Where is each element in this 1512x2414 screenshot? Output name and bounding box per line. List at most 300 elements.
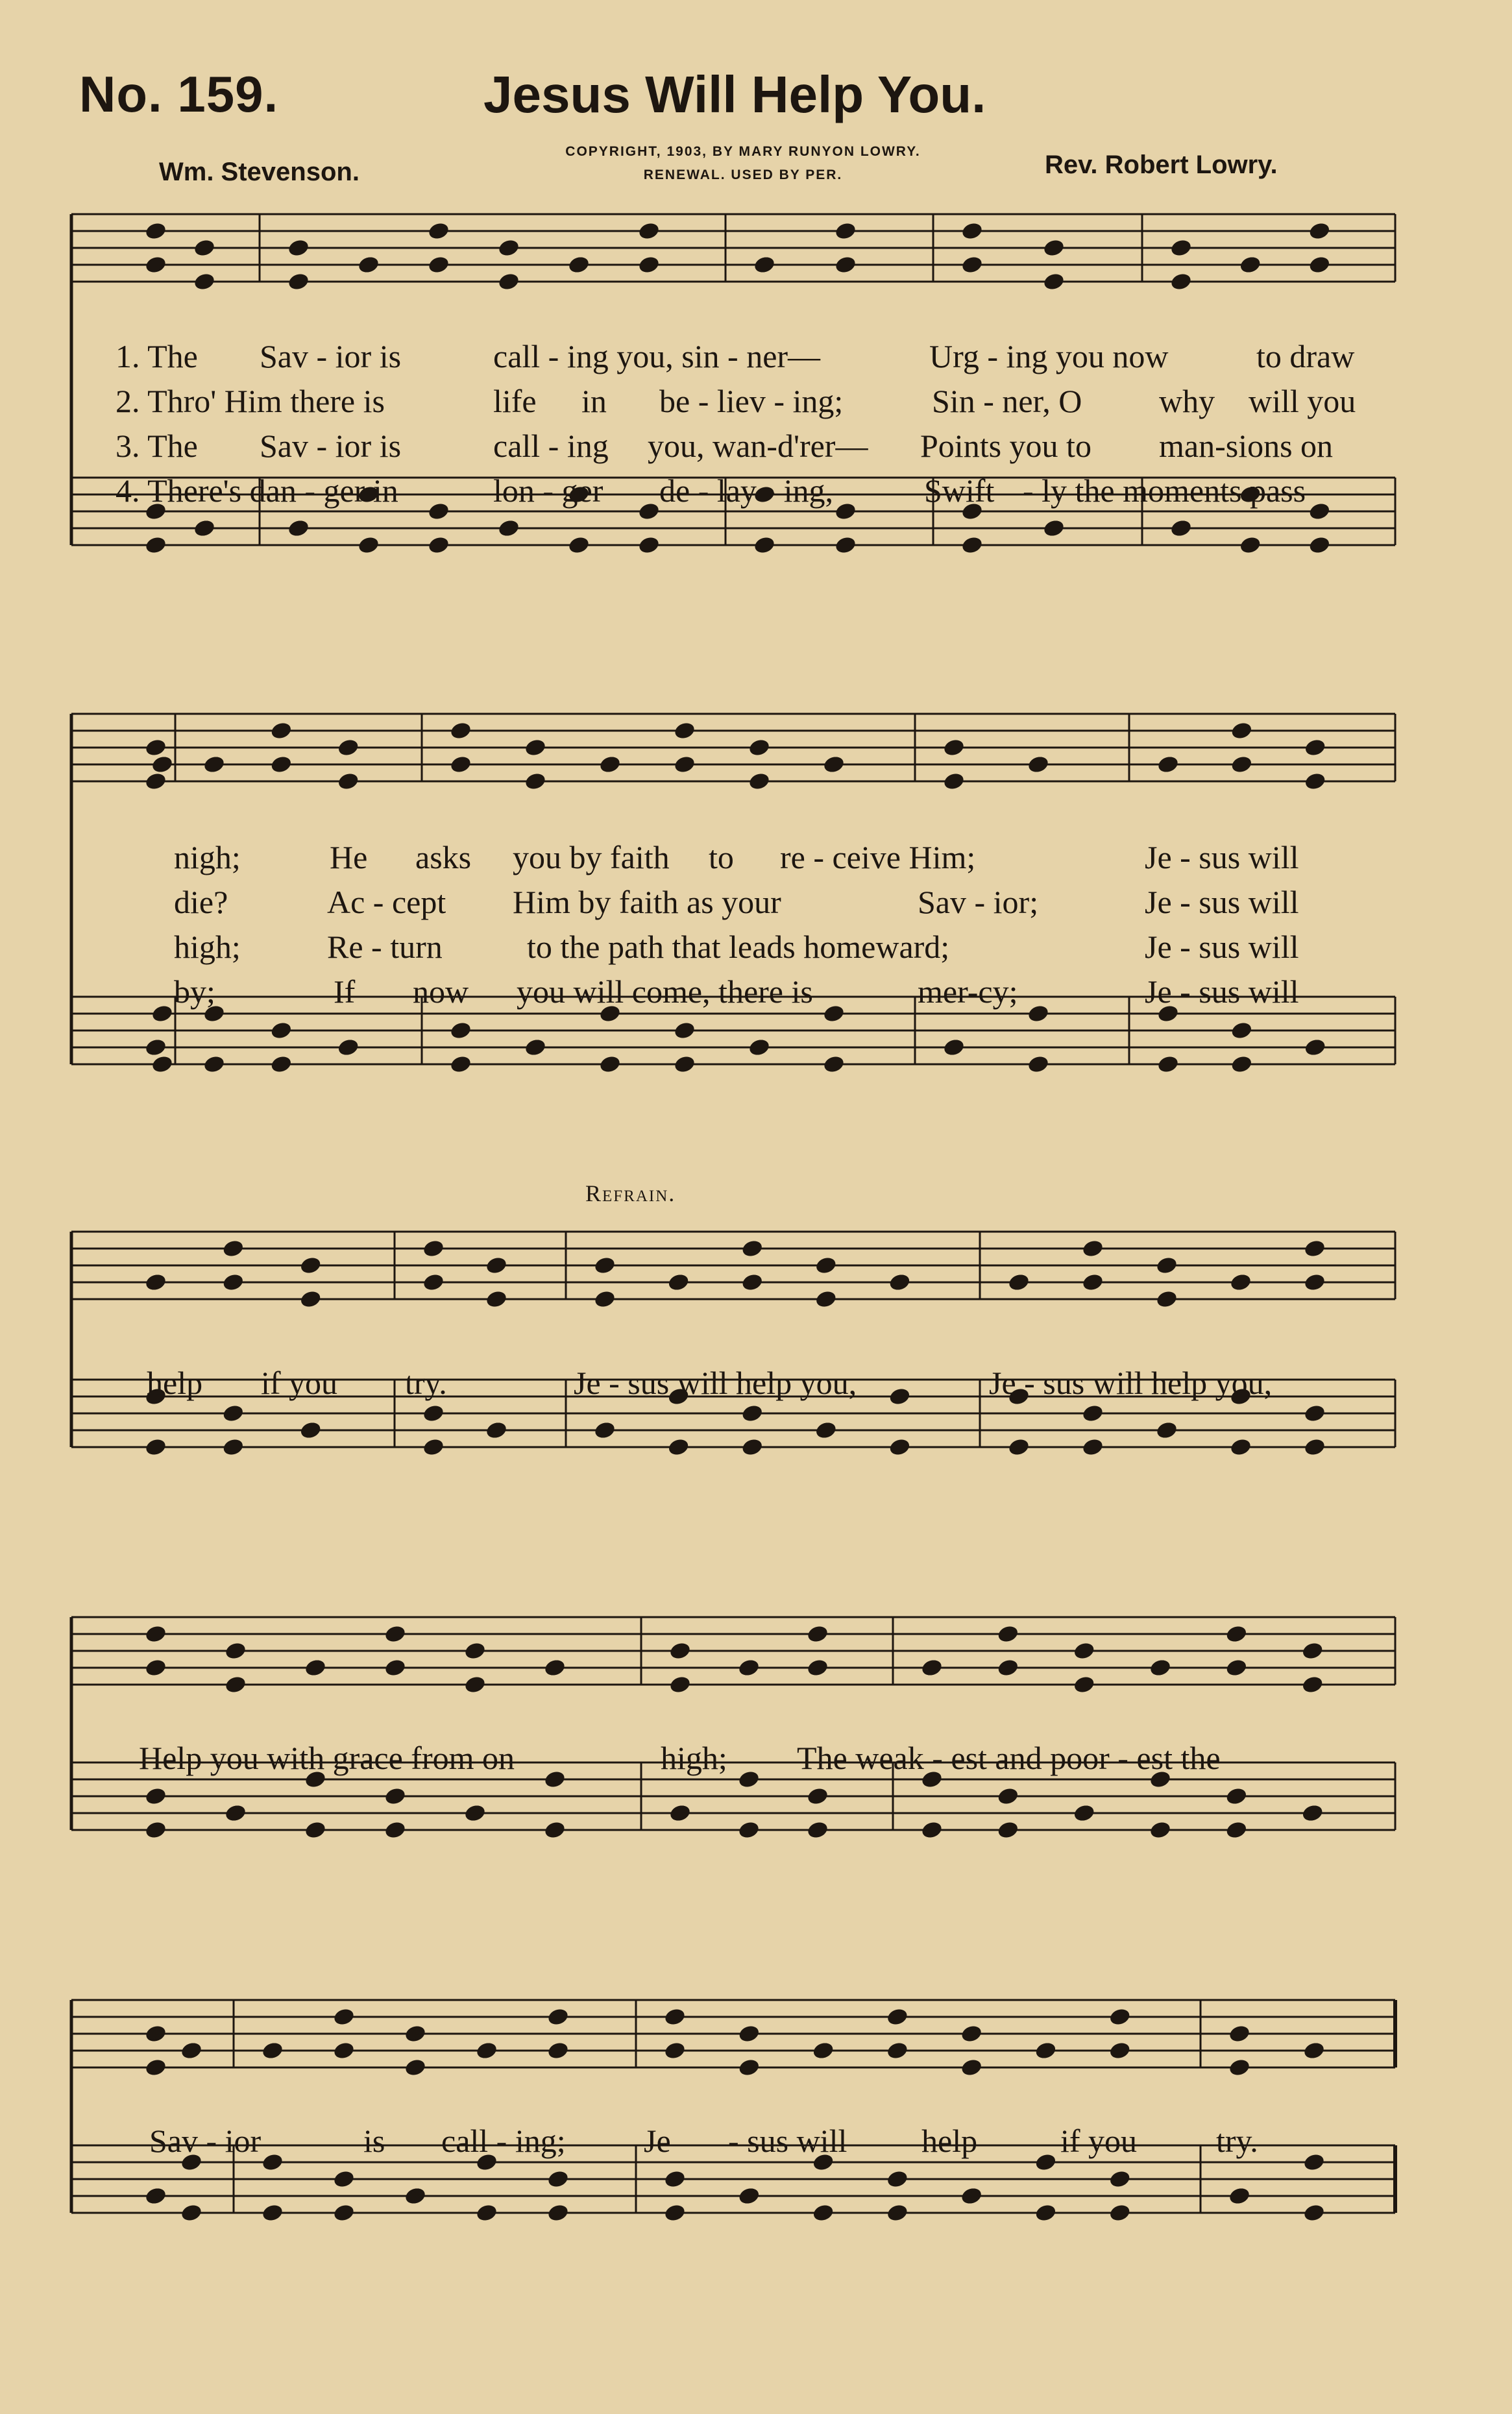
notehead <box>543 1820 567 1840</box>
lyric-segment: Je <box>644 2123 671 2159</box>
notehead <box>1302 2041 1326 2061</box>
notehead <box>422 1239 445 1259</box>
notehead <box>567 255 591 275</box>
lyric-segment: now <box>413 973 469 1010</box>
notehead <box>546 2041 570 2061</box>
notehead <box>737 2024 761 2044</box>
notehead <box>485 1256 508 1276</box>
lyric-segment: Je - sus will help you, <box>574 1365 857 1401</box>
notehead <box>427 502 450 522</box>
notehead <box>1034 2041 1058 2061</box>
notehead <box>593 1420 616 1441</box>
notehead <box>668 1675 692 1695</box>
notehead <box>422 1273 445 1293</box>
lyric-segment: He <box>330 839 368 875</box>
notehead <box>543 1658 567 1678</box>
notehead <box>1228 2058 1251 2078</box>
notehead <box>886 2041 909 2061</box>
lyric-segment: will you <box>1249 383 1356 419</box>
notehead <box>449 1055 472 1075</box>
notehead <box>180 2041 203 2061</box>
notehead <box>1230 1055 1253 1075</box>
notehead <box>221 1404 245 1424</box>
notehead <box>144 1624 167 1644</box>
lyric-segment: asks <box>415 839 472 875</box>
notehead <box>193 272 216 292</box>
notehead <box>427 255 450 275</box>
notehead <box>1228 2024 1251 2044</box>
notehead <box>144 1820 167 1840</box>
notehead <box>740 1239 764 1259</box>
notehead <box>449 721 472 741</box>
notehead <box>814 1256 838 1276</box>
notehead <box>1304 772 1327 792</box>
notehead <box>1027 1004 1050 1024</box>
notehead <box>960 2186 983 2206</box>
notehead <box>1303 1404 1326 1424</box>
notehead <box>740 1273 764 1293</box>
lyric-segment: if you <box>1060 2123 1138 2159</box>
lyric-segment: Je - sus will <box>1145 929 1299 965</box>
notehead <box>737 2186 761 2206</box>
notehead <box>144 2058 167 2078</box>
notehead <box>224 1803 247 1823</box>
notehead <box>996 1820 1019 1840</box>
notehead <box>524 1038 547 1058</box>
notehead <box>1027 1055 1050 1075</box>
notehead <box>822 755 846 775</box>
notehead <box>1108 2169 1132 2189</box>
notehead <box>287 272 310 292</box>
lyric-segment: de - lay - ing, <box>659 472 833 509</box>
notehead <box>524 772 547 792</box>
lyric-segment: 1. The <box>116 338 198 374</box>
lyric-segment: nigh; <box>174 839 241 875</box>
notehead <box>299 1420 323 1441</box>
notehead <box>546 2203 570 2223</box>
notehead <box>304 1820 327 1840</box>
notehead <box>1108 2041 1132 2061</box>
notehead <box>1301 1641 1324 1661</box>
notehead <box>806 1624 829 1644</box>
notehead <box>1042 518 1066 539</box>
notehead <box>224 1641 247 1661</box>
notehead <box>1308 255 1331 275</box>
notehead <box>1155 1420 1178 1441</box>
notehead <box>221 1239 245 1259</box>
lyric-segment: 4. There's dan - ger in <box>116 472 398 509</box>
copyright-line-1: COPYRIGHT, 1903, BY MARY RUNYON LOWRY. <box>565 144 921 159</box>
notehead <box>144 221 167 241</box>
noteheads <box>144 221 1334 2223</box>
notehead <box>737 1658 761 1678</box>
notehead <box>151 1055 174 1075</box>
notehead <box>1303 1437 1326 1457</box>
notehead <box>1034 2152 1058 2173</box>
lyric-segment: you, wan-d'rer— <box>648 428 868 464</box>
notehead <box>1229 1273 1252 1293</box>
notehead <box>1304 1038 1327 1058</box>
notehead <box>1081 1437 1104 1457</box>
notehead <box>673 721 696 741</box>
notehead <box>668 1803 692 1823</box>
notehead <box>1308 502 1331 522</box>
lyric-segment: mer-cy; <box>918 973 1018 1010</box>
notehead <box>1108 2007 1132 2027</box>
lyric-segment: Him by faith as your <box>513 884 781 920</box>
notehead <box>834 221 857 241</box>
notehead <box>261 2041 284 2061</box>
notehead <box>337 772 360 792</box>
lyric-segment: re - ceive Him; <box>780 839 976 875</box>
notehead <box>546 2007 570 2027</box>
notehead <box>1225 1820 1248 1840</box>
notehead <box>960 2058 983 2078</box>
lyric-segment: Sin - ner, O <box>932 383 1082 419</box>
notehead <box>1302 2203 1326 2223</box>
notehead <box>144 2186 167 2206</box>
notehead <box>637 535 661 555</box>
lyric-segment: die? <box>174 884 228 920</box>
lyric-segment: lon - ger <box>493 472 604 509</box>
notehead <box>673 1055 696 1075</box>
lyric-segment: - sus will <box>728 2123 847 2159</box>
lyric-segment: high; <box>174 929 241 965</box>
notehead <box>1156 755 1180 775</box>
notehead <box>598 755 622 775</box>
notehead <box>497 272 520 292</box>
lyric-segment: Urg - ing you now <box>929 338 1169 374</box>
notehead <box>144 2024 167 2044</box>
notehead <box>673 755 696 775</box>
lyric-segment: you will come, there is <box>517 973 813 1010</box>
notehead <box>261 2152 284 2173</box>
notehead <box>332 2041 356 2061</box>
lyric-segment: 3. The <box>116 428 198 464</box>
lyric-segment: in <box>581 383 607 419</box>
composer: Rev. Robert Lowry. <box>1045 151 1278 179</box>
lyric-segment: Je - sus will <box>1145 884 1299 920</box>
notehead <box>667 1437 690 1457</box>
lyric-segment: call - ing; <box>441 2123 566 2159</box>
notehead <box>332 2007 356 2027</box>
notehead <box>822 1004 846 1024</box>
notehead <box>427 535 450 555</box>
notehead <box>834 255 857 275</box>
lyric-segment: Swift <box>924 472 995 509</box>
notehead <box>404 2186 427 2206</box>
notehead <box>144 772 167 792</box>
notehead <box>1225 1658 1248 1678</box>
lyric-segment: man-sions on <box>1159 428 1334 464</box>
notehead <box>463 1803 487 1823</box>
hymn-title: Jesus Will Help You. <box>483 66 986 123</box>
lyric-segment: life <box>493 383 537 419</box>
notehead <box>269 1021 293 1041</box>
notehead <box>822 1055 846 1075</box>
notehead <box>144 255 167 275</box>
lyric-segment: you by faith <box>513 839 670 875</box>
notehead <box>888 1387 912 1407</box>
notehead <box>567 535 591 555</box>
notehead <box>1034 2203 1058 2223</box>
lyric-segment: Sav - ior <box>149 2123 262 2159</box>
notehead <box>1230 1021 1253 1041</box>
notehead <box>1225 1624 1248 1644</box>
notehead <box>1303 1239 1326 1259</box>
notehead <box>1081 1273 1104 1293</box>
notehead <box>384 1658 407 1678</box>
notehead <box>806 1820 829 1840</box>
notehead <box>753 255 776 275</box>
notehead <box>667 1273 690 1293</box>
lyric-segment: Sav - ior; <box>918 884 1039 920</box>
notehead <box>1230 721 1253 741</box>
notehead <box>886 2169 909 2189</box>
notehead <box>384 1820 407 1840</box>
notehead <box>485 1289 508 1310</box>
notehead <box>1228 2186 1251 2206</box>
notehead <box>404 2024 427 2044</box>
notehead <box>1042 272 1066 292</box>
notehead <box>812 2041 835 2061</box>
notehead <box>475 2041 498 2061</box>
notehead <box>663 2169 687 2189</box>
notehead <box>1073 1675 1096 1695</box>
notehead <box>737 1770 761 1790</box>
lyric-segment: to the path that leads homeward; <box>527 929 950 965</box>
notehead <box>193 518 216 539</box>
notehead <box>960 535 984 555</box>
notehead <box>1230 755 1253 775</box>
notehead <box>144 1437 167 1457</box>
hymn-number: No. 159. <box>79 66 279 123</box>
notehead <box>422 1437 445 1457</box>
notehead <box>663 2041 687 2061</box>
notehead <box>1073 1641 1096 1661</box>
notehead <box>1239 255 1262 275</box>
notehead <box>753 535 776 555</box>
lyric-segment: Help you with grace from on <box>139 1740 515 1776</box>
notehead <box>593 1289 616 1310</box>
lyric-segment: Sav - ior is <box>260 338 402 374</box>
notehead <box>357 255 380 275</box>
notehead <box>221 1437 245 1457</box>
notehead <box>1169 518 1193 539</box>
notehead <box>287 518 310 539</box>
notehead <box>834 502 857 522</box>
notehead <box>332 2169 356 2189</box>
notehead <box>1073 1803 1096 1823</box>
notehead <box>598 1055 622 1075</box>
lyric-segment: 2. Thro' Him there is <box>116 383 385 419</box>
lyric-segment: help <box>921 2123 978 2159</box>
notehead <box>422 1404 445 1424</box>
notehead <box>144 1658 167 1678</box>
notehead <box>668 1641 692 1661</box>
notehead <box>888 1273 912 1293</box>
lyric-segment: call - ing <box>493 428 609 464</box>
notehead <box>269 1055 293 1075</box>
notehead <box>427 221 450 241</box>
notehead <box>748 1038 771 1058</box>
notehead <box>1304 738 1327 758</box>
notehead <box>812 2203 835 2223</box>
notehead <box>304 1658 327 1678</box>
lyric-segment: try. <box>405 1365 447 1401</box>
notehead <box>1042 238 1066 258</box>
lyric-segment: Points you to <box>920 428 1091 464</box>
notehead <box>497 518 520 539</box>
notehead <box>299 1289 323 1310</box>
notehead <box>1239 535 1262 555</box>
lyric-segment: Re - turn <box>327 929 443 965</box>
notehead <box>1225 1786 1248 1807</box>
notehead <box>806 1658 829 1678</box>
lyric-segment: Sav - ior is <box>260 428 402 464</box>
notehead <box>663 2203 687 2223</box>
notehead <box>224 1675 247 1695</box>
copyright-line-2: RENEWAL. USED BY PER. <box>643 167 843 182</box>
notehead <box>1081 1239 1104 1259</box>
lyric-segment: - ly the moments pass <box>1023 472 1306 509</box>
notehead <box>663 2007 687 2027</box>
notehead <box>332 2203 356 2223</box>
notehead <box>202 1055 226 1075</box>
notehead <box>221 1273 245 1293</box>
lyric-segment: by; <box>174 973 215 1010</box>
notehead <box>337 738 360 758</box>
notehead <box>180 2203 203 2223</box>
notehead <box>1149 1658 1172 1678</box>
notehead <box>1308 535 1331 555</box>
notehead <box>384 1786 407 1807</box>
notehead <box>748 738 771 758</box>
notehead <box>384 1624 407 1644</box>
staff-lines <box>71 214 1395 2213</box>
notehead <box>337 1038 360 1058</box>
lyric-segment: to <box>709 839 734 875</box>
notehead <box>144 1038 167 1058</box>
notehead <box>814 1289 838 1310</box>
notehead <box>404 2058 427 2078</box>
notehead <box>942 772 966 792</box>
lyric-segment: high; <box>661 1740 727 1776</box>
notehead <box>144 1786 167 1807</box>
lyric-segment: call - ing you, sin - ner— <box>493 338 821 374</box>
notehead <box>960 221 984 241</box>
notehead <box>543 1770 567 1790</box>
notehead <box>886 2203 909 2223</box>
notehead <box>144 535 167 555</box>
notehead <box>996 1786 1019 1807</box>
notehead <box>1155 1256 1178 1276</box>
notehead <box>269 755 293 775</box>
notehead <box>942 1038 966 1058</box>
lyric-segment: Je - sus will <box>1145 839 1299 875</box>
notehead <box>920 1820 944 1840</box>
notehead <box>357 535 380 555</box>
notehead <box>888 1437 912 1457</box>
lyric-segment: Je - sus will help you, <box>989 1365 1273 1401</box>
lyric-segment: try. <box>1216 2123 1258 2159</box>
notehead <box>1007 1273 1030 1293</box>
notehead <box>740 1437 764 1457</box>
notehead <box>1156 1055 1180 1075</box>
notehead <box>737 1820 761 1840</box>
notehead <box>593 1256 616 1276</box>
refrain-label: Refrain. <box>585 1180 676 1206</box>
notehead <box>740 1404 764 1424</box>
notehead <box>449 755 472 775</box>
notehead <box>737 2058 761 2078</box>
notehead <box>1308 221 1331 241</box>
notehead <box>269 721 293 741</box>
notehead <box>637 255 661 275</box>
notehead <box>637 221 661 241</box>
notehead <box>960 255 984 275</box>
lyric-segment: The weak - est and poor - est the <box>797 1740 1221 1776</box>
notehead <box>1027 755 1050 775</box>
notehead <box>151 755 174 775</box>
notehead <box>1108 2203 1132 2223</box>
lyric-segment: help <box>147 1365 203 1401</box>
notehead <box>144 1273 167 1293</box>
notehead <box>1301 1803 1324 1823</box>
notehead <box>1081 1404 1104 1424</box>
notehead <box>814 1420 838 1441</box>
notehead <box>261 2203 284 2223</box>
notehead <box>485 1420 508 1441</box>
notehead <box>144 738 167 758</box>
notehead <box>942 738 966 758</box>
notehead <box>1169 238 1193 258</box>
notehead <box>1301 1675 1324 1695</box>
notehead <box>1155 1289 1178 1310</box>
notehead <box>463 1641 487 1661</box>
notehead <box>463 1675 487 1695</box>
lyric-segment: to draw <box>1256 338 1355 374</box>
notehead <box>806 1786 829 1807</box>
notehead <box>1302 2152 1326 2173</box>
notehead <box>1303 1273 1326 1293</box>
lyric-segment: Je - sus will <box>1145 973 1299 1010</box>
notehead <box>886 2007 909 2027</box>
lyric-segment: is <box>363 2123 385 2159</box>
notehead <box>299 1256 323 1276</box>
notehead <box>920 1658 944 1678</box>
notehead <box>151 1004 174 1024</box>
notehead <box>1169 272 1193 292</box>
notehead <box>748 772 771 792</box>
lyric-segment: Ac - cept <box>327 884 446 920</box>
notehead <box>546 2169 570 2189</box>
notehead <box>834 535 857 555</box>
notehead <box>996 1658 1019 1678</box>
notehead <box>449 1021 472 1041</box>
notehead <box>202 755 226 775</box>
lyric-segment: If <box>334 973 356 1010</box>
notehead <box>996 1624 1019 1644</box>
notehead <box>475 2203 498 2223</box>
notehead <box>287 238 310 258</box>
notehead <box>1007 1437 1030 1457</box>
notehead <box>637 502 661 522</box>
lyric-segment: if you <box>261 1365 338 1401</box>
lyricist: Wm. Stevenson. <box>159 158 360 186</box>
notehead <box>1229 1437 1252 1457</box>
notehead <box>673 1021 696 1041</box>
